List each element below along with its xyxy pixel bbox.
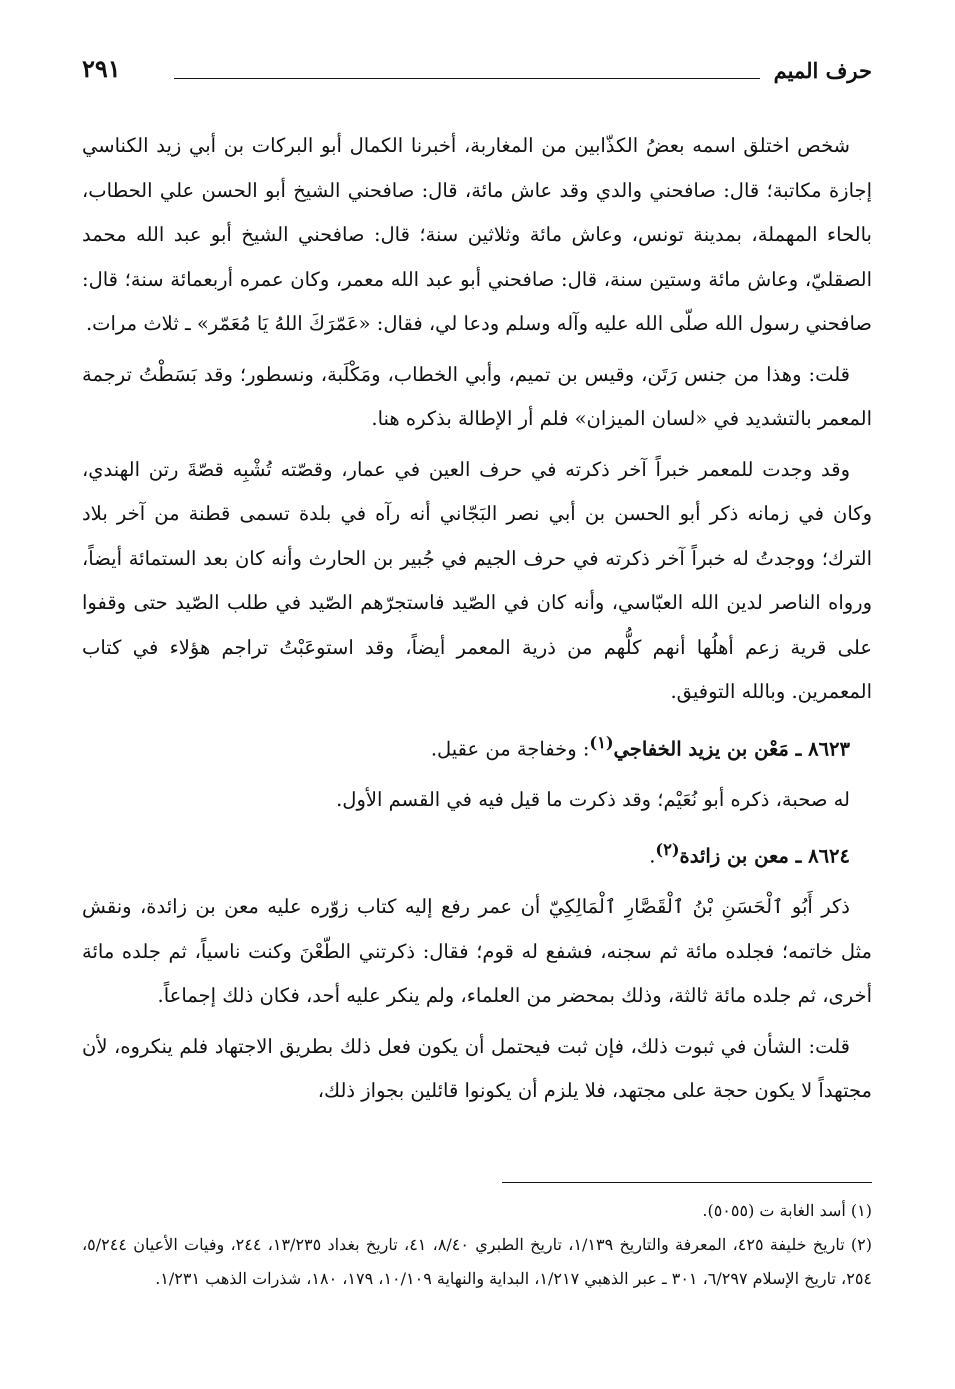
document-page bbox=[82, 52, 872, 1352]
paragraph-2: قلت: وهذا من جنس رَتَن، وقيس بن تميم، وأبي الخطاب، ومَكْلَبة، ونسطور؛ وقد بَسَطْتُ ترجمة المعمر بالتشديد في «لسان الميزان» فلم أر الإطالة بذكره هنا. bbox=[82, 362, 872, 430]
entry-8624-rest: . bbox=[649, 844, 656, 868]
entry-8624-heading bbox=[82, 828, 872, 879]
body-text bbox=[82, 124, 872, 1114]
paragraph-1: شخص اختلق اسمه بعضُ الكذّابين من المغاربة، أخبرنا الكمال أبو البركات بن أبي زيد الكناسي إجازة مكاتبة؛ قال: صافحني والدي وقد عاش مائة، قال: صافحني الشيخ أبو الحسن علي الحطاب، بالحاء المهملة، بمدينة تونس، وعاش مائة وثلاثين سنة؛ قال: صافحني الشيخ أبو عبد الله محمد الصقليّ، وعاش مائة وستين سنة، قال: صافحني أبو عبد الله معمر، وكان عمره أربعمائة سنة؛ قال: صافحني رسول الله صلّى الله عليه وآله وسلم ودعا لي، فقال: «عَمّرَكَ اللهُ يَا مُعَمّر» ـ ثلاث مرات. bbox=[82, 134, 872, 335]
footnote-mark-1: (١) bbox=[589, 732, 614, 752]
entry-8623-heading bbox=[82, 721, 872, 772]
header-rule bbox=[174, 78, 760, 79]
paragraph-3: وقد وجدت للمعمر خبراً آخر ذكرته في حرف العين في عمار، وقصّته تُشْبِه قصّةَ رتن الهندي، وكان في زمانه ذكر أبو الحسن بن أبي نصر البَجّاني أنه رآه في بلدة تسمى قطنة من آخر بلاد الترك؛ ووجدتُ له خبراً آخر ذكرته في حرف الجيم في جُبير بن الحارث وأنه كان بعد الستمائة أيضاً، ورواه الناصر لدين الله العبّاسي، وأنه كان في الصّيد فاستجرّهم الصّيد في طلب الصّيد حتى وقفوا على قرية زعم أهلُها أنهم كلُّهم من ذرية المعمر أيضاً، وقد استوعَبْتُ تراجم هؤلاء في كتاب المعمرين. وبالله التوفيق. bbox=[82, 457, 872, 703]
footnote-2: (٢) تاريخ خليفة ٤٢٥، المعرفة والتاريخ ١/١٣٩، تاريخ الطبري ٨/٤٠، ٤١، تاريخ بغداد ١٣/٢٣٥، ٢٤٤، وفيات الأعيان ٥/٢٤٤، ٢٥٤، تاريخ الإسلام ٦/٢٩٧، ٣٠١ ـ عبر الذهبي ١/٢١٧، البداية والنهاية ١٠/١٠٩، ١٧٩، ١٨٠، شذرات الذهب ١/٢٣١. bbox=[82, 1235, 873, 1288]
entry-8624-title: ٨٦٢٤ ـ معن بن زائدة bbox=[679, 844, 850, 868]
running-title: حرف الميم bbox=[773, 58, 872, 83]
entry-8623-text: له صحبة، ذكره أبو نُعَيْم؛ وقد ذكرت ما قيل فيه في القسم الأول. bbox=[336, 787, 850, 811]
footnote-1: (١) أسد الغابة ت (٥٠٥٥). bbox=[702, 1201, 872, 1220]
page-header bbox=[82, 52, 872, 96]
footnote-mark-2: (٢) bbox=[655, 840, 680, 859]
entry-8624-paragraph-1: ذكر أَبُو ٱلْحَسَنِ بْنُ ٱلْقَصَّارِ ٱلْمَالِكِيّ أن عمر رفع إليه كتاب زوّره عليه معن بن زائدة، ونقش مثل خاتمه؛ فجلده مائة ثم سجنه، فشفع له قوم؛ فقال: ذكرتني الطّعْنَ وكنت ناسياً، ثم جلده مائة أخرى، ثم جلده مائة ثالثة، وذلك بمحضر من العلماء، ولم ينكر عليه أحد، فكان ذلك إجماعاً. bbox=[82, 895, 872, 1007]
footnotes bbox=[82, 1194, 872, 1296]
entry-8623-title: ٨٦٢٣ ـ مَعْن بن يزيد الخفاجي bbox=[613, 737, 850, 760]
entry-8624-paragraph-2: قلت: الشأن في ثبوت ذلك، فإن ثبت فيحتمل أن يكون فعل ذلك بطريق الاجتهاد فلم ينكروه، لأن مجتهداً لا يكون حجة على مجتهد، فلا يلزم أن يكونوا قائلين بجواز ذلك، bbox=[82, 1034, 872, 1102]
entry-8623-rest: : وخفاجة من عقيل. bbox=[430, 737, 590, 760]
footnote-separator bbox=[502, 1182, 872, 1183]
page-number: ٢٩١ bbox=[82, 54, 121, 83]
